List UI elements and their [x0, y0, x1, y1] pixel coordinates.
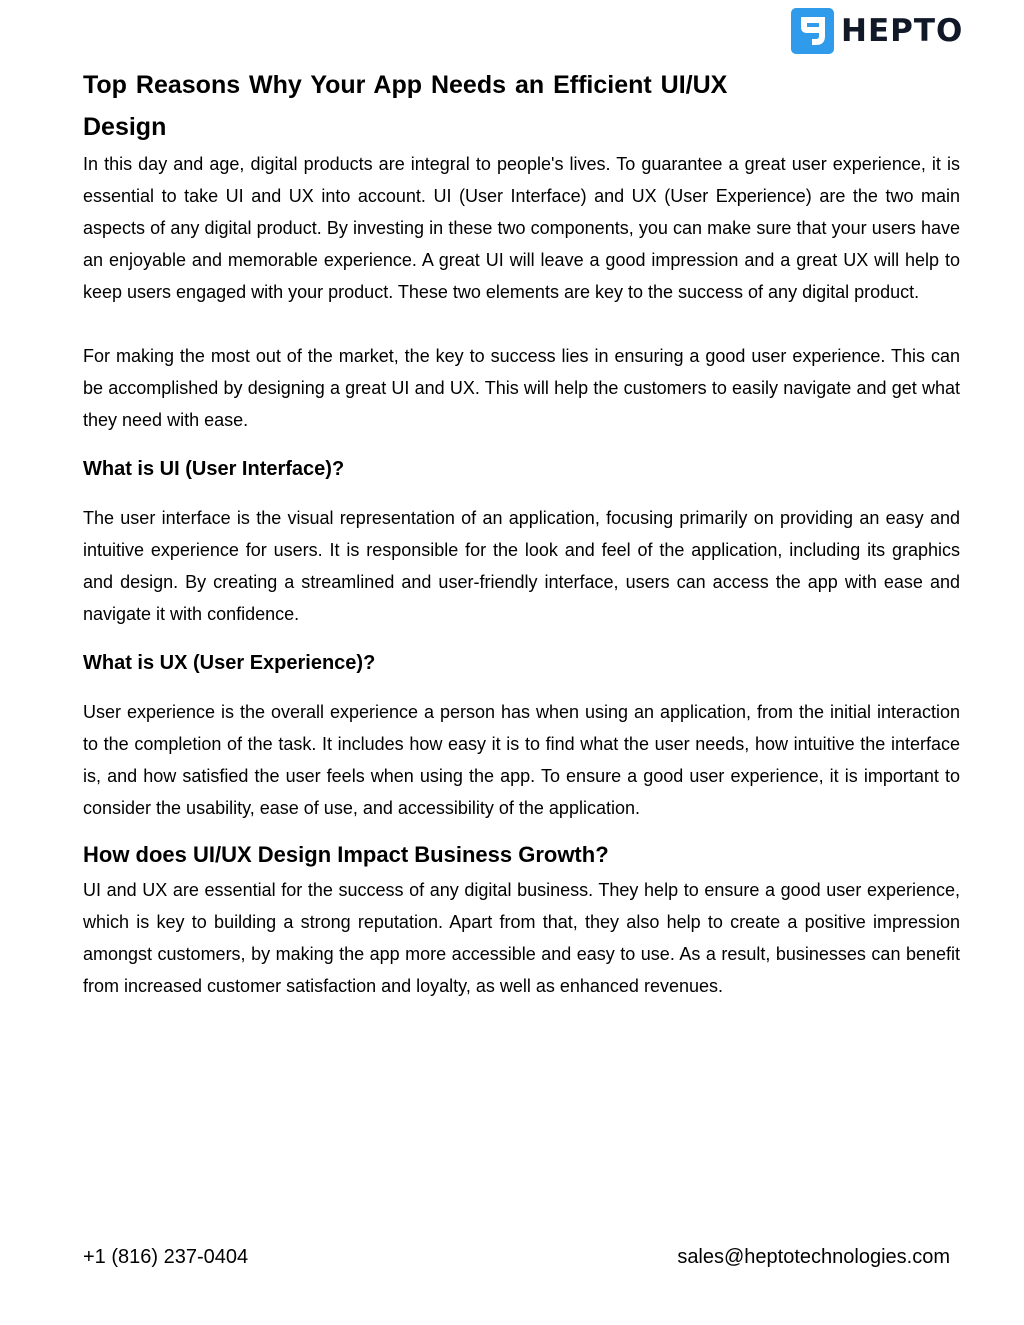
article-title: Top Reasons Why Your App Needs an Efficient UI/UX Design	[83, 71, 728, 141]
ui-section-heading: What is UI (User Interface)?	[83, 458, 345, 480]
growth-section-heading: How does UI/UX Design Impact Business Growth?	[83, 842, 609, 867]
ux-section-heading: What is UX (User Experience)?	[83, 652, 376, 674]
intro-paragraph-1: In this day and age, digital products are integral to people's lives. To guarantee a great user experience, it is essential to take UI and UX into account. UI (User Interface) and UX (User Experience) are the two main aspects of any digital product. By investing in these two components, you can make sure that your users have an enjoyable and memorable experience. A great UI will leave a good impression and a great UX will help to keep users engaged with your product. These two elements are key to the success of any digital product.	[83, 154, 960, 302]
article	[83, 64, 960, 1002]
footer-phone: +1 (816) 237-0404	[83, 1246, 249, 1268]
brand-name: HEPTO	[841, 13, 964, 49]
ui-section-body: The user interface is the visual representation of an application, focusing primarily on providing an easy and intuitive experience for users. It is responsible for the look and feel of the application, including its graphics and design. By creating a streamlined and user-friendly interface, users can access the app with ease and navigate it with confidence.	[83, 508, 960, 624]
footer-email: sales@heptotechnologies.com	[677, 1246, 950, 1268]
growth-section-body: UI and UX are essential for the success of any digital business. They help to ensure a good user experience, which is key to building a strong reputation. Apart from that, they also help to create a positive impression amongst customers, by making the app more accessible and easy to use. As a result, businesses can benefit from increased customer satisfaction and loyalty, as well as enhanced revenues.	[83, 880, 960, 996]
logo-mark-icon	[791, 8, 834, 54]
ux-section-body: User experience is the overall experience a person has when using an application, from the initial interaction to the completion of the task. It includes how easy it is to find what the user needs, how intuitive the interface is, and how satisfied the user feels when using the app. To ensure a good user experience, it is important to consider the usability, ease of use, and accessibility of the application.	[83, 702, 960, 818]
intro-paragraph-2: For making the most out of the market, the key to success lies in ensuring a good user experience. This can be accomplished by designing a great UI and UX. This will help the customers to easily navigate and get what they need with ease.	[83, 346, 960, 430]
brand-logo	[791, 8, 963, 54]
